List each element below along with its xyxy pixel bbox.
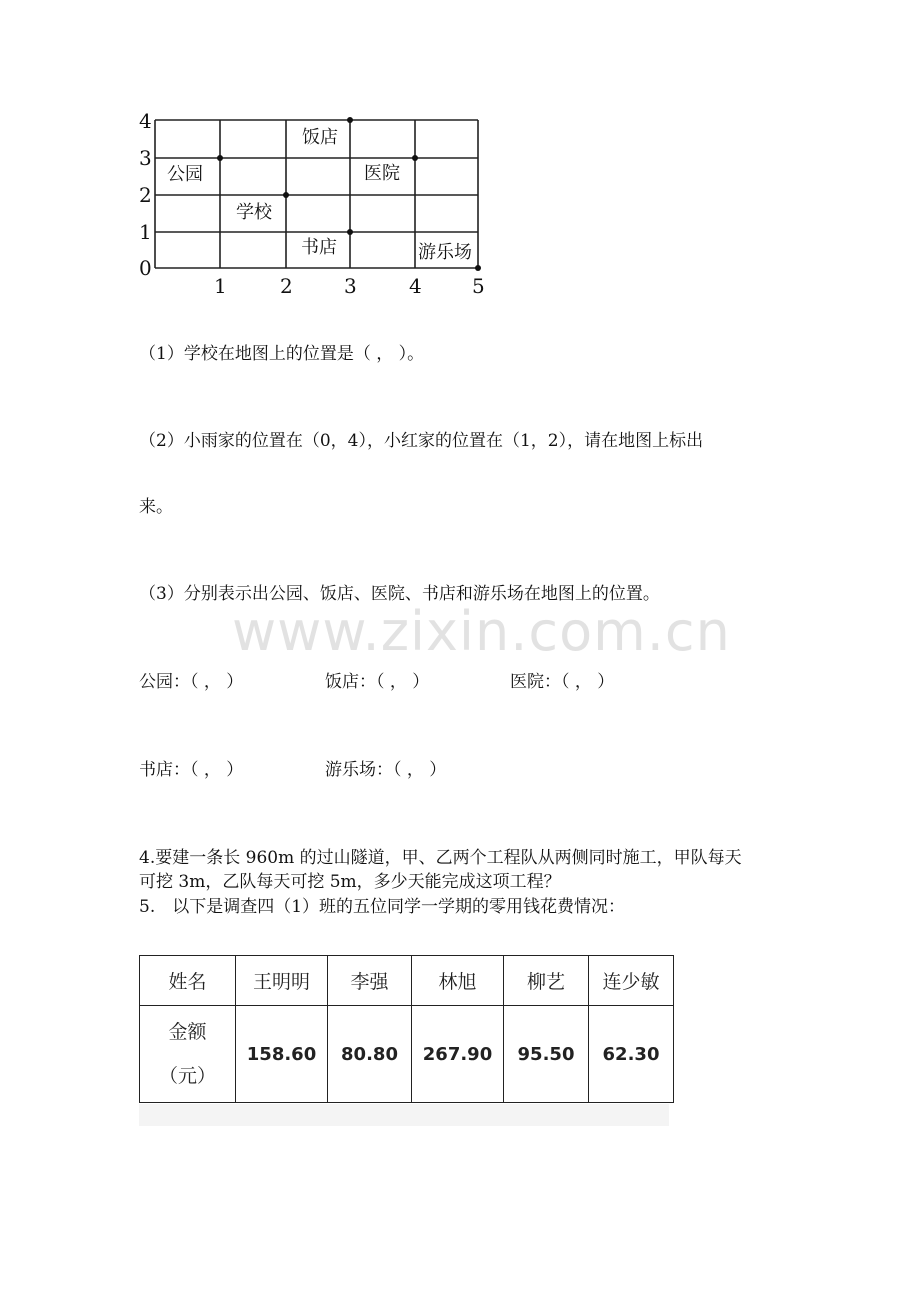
place-label-restaurant: 饭店 <box>302 127 338 148</box>
table-cell <box>504 1006 589 1103</box>
question-1: （1）学校在地图上的位置是（ ， ）。 <box>139 344 425 364</box>
coordinate-map <box>135 108 495 298</box>
y-tick-label: 2 <box>139 183 152 207</box>
question-2-line-1: （2）小雨家的位置在（0，4），小红家的位置在（1，2），请在地图上标出 <box>139 431 704 451</box>
point-hospital <box>412 155 418 161</box>
student-name: 李强 <box>350 971 389 993</box>
table-cell <box>236 1006 328 1103</box>
table-cell <box>328 956 412 1006</box>
point-restaurant <box>347 117 353 123</box>
place-label-park: 公园 <box>167 164 203 185</box>
answer-hospital: 医院：（ ， ） <box>510 672 615 692</box>
question-3: （3）分别表示出公园、饭店、医院、书店和游乐场在地图上的位置。 <box>139 584 660 604</box>
x-tick-label: 2 <box>280 274 293 298</box>
answer-amusement-park: 游乐场：（ ， ） <box>325 760 447 780</box>
problem-4-line-1: 4.要建一条长 960m 的过山隧道，甲、乙两个工程队从两侧同时施工，甲队每天 <box>139 848 742 868</box>
table-cell <box>236 956 328 1006</box>
problem-4-line-2: 可挖 3m，乙队每天可挖 5m，多少天能完成这项工程？ <box>139 872 561 892</box>
table-cell <box>412 1006 504 1103</box>
question-2-line-2: 来。 <box>139 497 173 517</box>
student-name: 王明明 <box>252 971 310 993</box>
scan-shadow <box>139 1104 669 1126</box>
answer-restaurant: 饭店：（ ， ） <box>325 672 430 692</box>
y-tick-label: 3 <box>139 146 152 170</box>
name-header-cell <box>140 956 236 1006</box>
amount-header-cell <box>140 1006 236 1103</box>
table-cell <box>589 1006 674 1103</box>
student-amount: 158.60 <box>246 1043 317 1065</box>
amount-header-line-1: 金额 <box>168 1021 207 1043</box>
table-cell <box>412 956 504 1006</box>
place-label-hospital: 医院 <box>364 163 400 184</box>
x-tick-label: 3 <box>344 274 357 298</box>
table-row <box>140 1006 674 1103</box>
y-tick-label: 1 <box>139 220 152 244</box>
student-name: 林旭 <box>438 971 477 993</box>
point-park <box>217 155 223 161</box>
student-name: 柳艺 <box>526 971 565 993</box>
place-label-amusement-park: 游乐场 <box>418 242 472 263</box>
place-label-bookstore: 书店 <box>301 237 337 258</box>
table-cell <box>328 1006 412 1103</box>
table-cell <box>504 956 589 1006</box>
student-amount: 267.90 <box>422 1043 493 1065</box>
point-amusement-park <box>475 265 481 271</box>
x-tick-label: 4 <box>409 274 422 298</box>
name-header: 姓名 <box>168 971 207 993</box>
answer-park: 公园：（ ， ） <box>139 672 244 692</box>
student-amount: 62.30 <box>602 1043 660 1065</box>
table-cell <box>589 956 674 1006</box>
table-row <box>140 956 674 1006</box>
x-tick-label: 1 <box>214 274 227 298</box>
place-label-school: 学校 <box>236 202 272 223</box>
student-amount: 95.50 <box>517 1043 575 1065</box>
y-tick-label: 4 <box>139 109 152 133</box>
point-school <box>283 192 289 198</box>
point-bookstore <box>347 229 353 235</box>
student-name: 连少敏 <box>602 971 660 993</box>
student-amount: 80.80 <box>341 1043 398 1065</box>
y-tick-label: 0 <box>139 256 152 280</box>
watermark: www.zixin.com.cn <box>232 600 731 663</box>
problem-5-text: 5. 以下是调查四（1）班的五位同学一学期的零用钱花费情况： <box>139 897 626 917</box>
x-tick-label: 5 <box>472 274 485 298</box>
amount-header-line-2: （元） <box>158 1065 216 1087</box>
answer-bookstore: 书店：（ ， ） <box>139 760 244 780</box>
spending-table <box>139 955 674 1103</box>
